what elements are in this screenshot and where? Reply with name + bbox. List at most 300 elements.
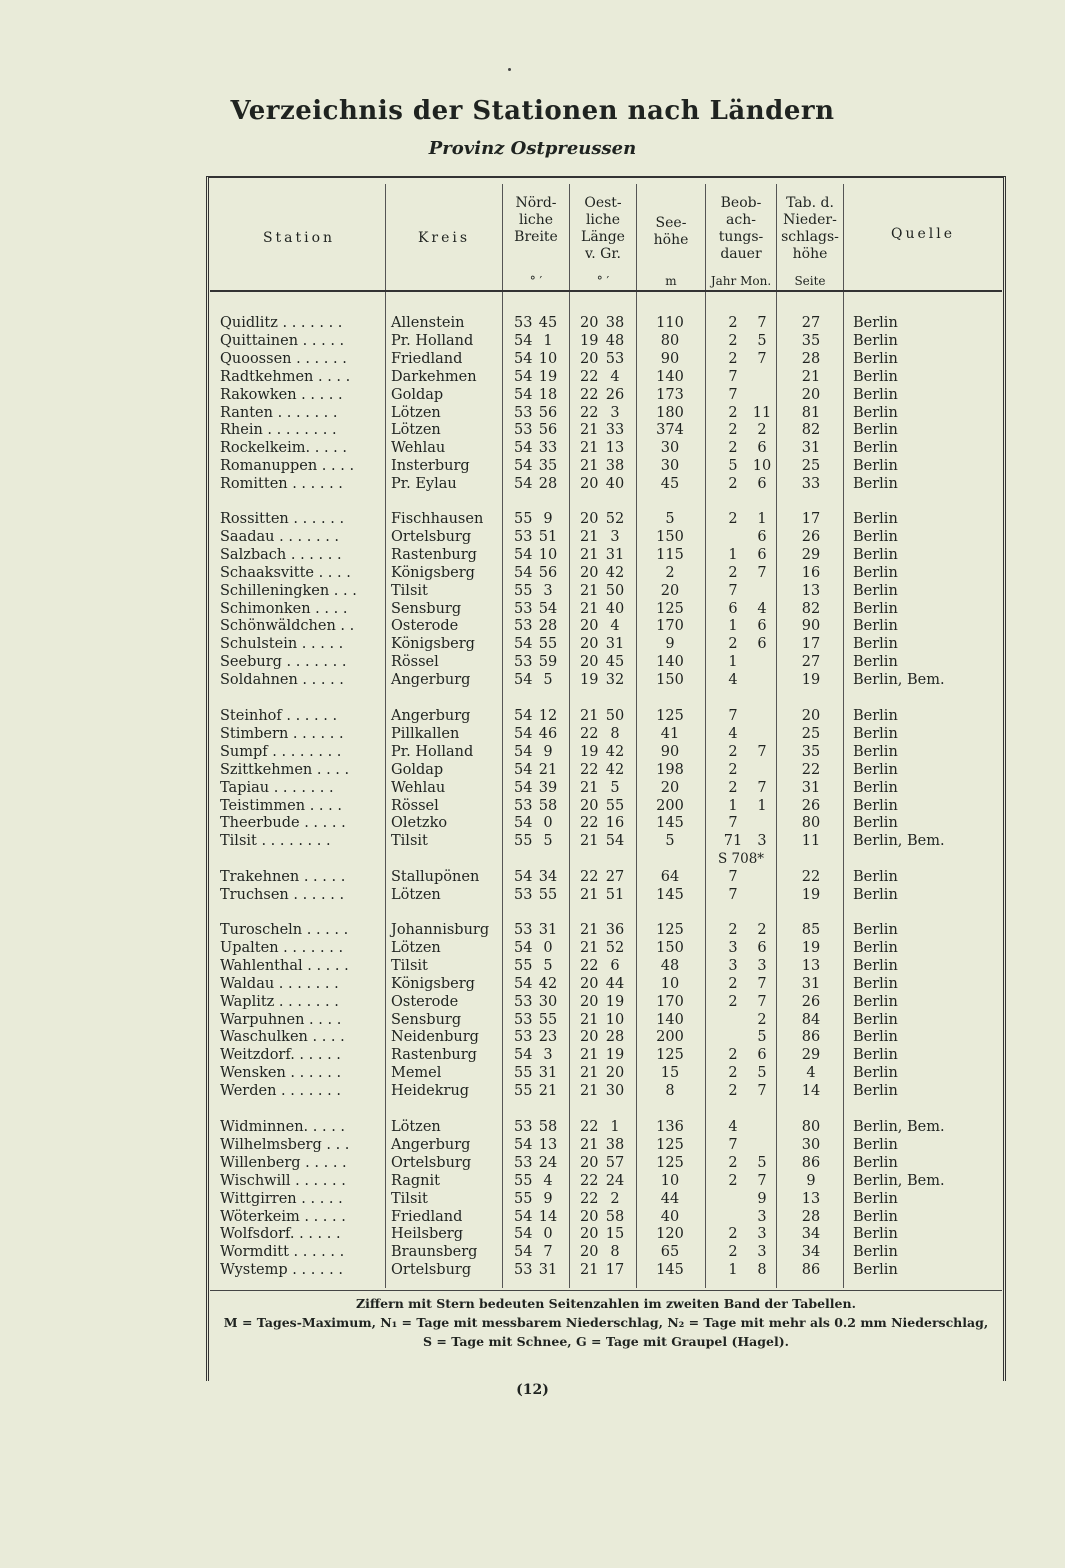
kreis-cell: Tilsit — [391, 833, 428, 850]
tab-cell: 22 — [801, 761, 821, 778]
kreis-cell: Heilsberg — [391, 1226, 464, 1243]
kreis-cell: Rastenburg — [391, 1047, 477, 1064]
quelle-cell: Berlin — [853, 725, 898, 742]
laenge-min-cell: 48 — [605, 332, 625, 349]
dauer-jahr-cell: 2 — [728, 476, 738, 493]
table-row — [0, 814, 1065, 832]
kreis-cell: Pr. Holland — [391, 743, 474, 760]
hoehe-cell: 150 — [656, 672, 684, 689]
laenge-deg-cell: 20 — [580, 1226, 599, 1243]
breite-deg-cell: 54 — [514, 815, 533, 832]
laenge-deg-cell: 21 — [580, 939, 599, 956]
kreis-cell: Wehlau — [391, 440, 446, 457]
table-row — [0, 1172, 1065, 1190]
laenge-min-cell: 40 — [605, 476, 625, 493]
hoehe-cell: 145 — [656, 1262, 684, 1279]
breite-min-cell: 45 — [538, 315, 558, 331]
laenge-min-cell: 8 — [610, 1244, 620, 1261]
quelle-cell: Berlin — [853, 1029, 898, 1046]
station-cell: Tapiau . . . . . . . — [220, 779, 334, 796]
breite-min-cell: 12 — [538, 708, 558, 724]
laenge-min-cell: 20 — [605, 1065, 625, 1082]
kreis-cell: Ortelsburg — [391, 528, 472, 545]
hoehe-cell: 374 — [656, 422, 684, 439]
laenge-min-cell: 4 — [610, 368, 620, 385]
dauer-jahr-cell: 2 — [728, 761, 738, 778]
station-cell: Weitzdorf. . . . . . — [220, 1047, 341, 1064]
station-cell: Wittgirren . . . . . — [220, 1190, 343, 1207]
dauer-jahr-cell: 2 — [728, 440, 738, 457]
dauer-jahr-cell: 3 — [728, 939, 738, 956]
quelle-cell: Berlin — [853, 922, 898, 938]
breite-deg-cell: 53 — [514, 1029, 533, 1046]
kreis-cell: Königsberg — [391, 636, 475, 653]
dauer-mon-cell: 5 — [757, 1029, 767, 1046]
laenge-deg-cell: 20 — [580, 1154, 599, 1171]
quelle-cell: Berlin — [853, 440, 898, 457]
breite-min-cell: 4 — [543, 1172, 553, 1189]
breite-deg-cell: 53 — [514, 1262, 533, 1279]
table-row — [0, 528, 1065, 546]
table-row — [0, 404, 1065, 422]
laenge-deg-cell: 19 — [580, 332, 599, 349]
hoehe-cell: 48 — [660, 957, 680, 974]
dauer-mon-cell: 3 — [757, 1244, 767, 1261]
table-row — [0, 350, 1065, 368]
hoehe-cell: 44 — [660, 1190, 680, 1207]
laenge-deg-cell: 21 — [580, 546, 599, 563]
tilsit-extra-value: S 708* — [718, 851, 765, 867]
dauer-mon-cell: 6 — [757, 636, 767, 653]
dauer-jahr-cell: 2 — [728, 564, 738, 581]
hoehe-cell: 90 — [660, 350, 680, 367]
table-row — [0, 921, 1065, 939]
dauer-jahr-cell: 2 — [728, 636, 738, 653]
quelle-cell: Berlin — [853, 957, 898, 974]
quelle-cell: Berlin, Bem. — [853, 672, 945, 689]
station-cell: Waldau . . . . . . . — [220, 975, 339, 992]
kreis-cell: Rössel — [391, 797, 439, 814]
dauer-jahr-cell: 2 — [728, 422, 738, 439]
hoehe-cell: 125 — [656, 1154, 684, 1171]
dauer-mon-cell: 5 — [757, 1065, 767, 1082]
header-breite: Nörd- liche Breite — [514, 195, 558, 245]
laenge-min-cell: 57 — [605, 1154, 625, 1171]
quelle-cell: Berlin — [853, 761, 898, 778]
laenge-min-cell: 50 — [605, 708, 625, 724]
breite-min-cell: 9 — [543, 1190, 553, 1207]
dauer-mon-cell: 7 — [757, 993, 767, 1010]
breite-min-cell: 30 — [538, 993, 558, 1010]
unit-dauer: Jahr Mon. — [710, 274, 772, 288]
dauer-mon-cell: 2 — [757, 922, 767, 938]
breite-min-cell: 31 — [538, 1262, 558, 1279]
header-laenge: Oest- liche Länge v. Gr. — [581, 195, 625, 262]
station-cell: Romanuppen . . . . — [220, 458, 355, 475]
station-cell: Upalten . . . . . . . — [220, 939, 344, 956]
dauer-jahr-cell: 2 — [728, 779, 738, 796]
hoehe-cell: 145 — [656, 886, 684, 903]
quelle-cell: Berlin — [853, 815, 898, 832]
dauer-mon-cell: 1 — [757, 797, 767, 814]
kreis-cell: Insterburg — [391, 458, 470, 475]
tab-cell: 19 — [801, 886, 821, 903]
breite-deg-cell: 55 — [514, 1065, 533, 1082]
hoehe-cell: 180 — [656, 404, 684, 421]
laenge-deg-cell: 22 — [580, 957, 599, 974]
dauer-jahr-cell: 2 — [728, 993, 738, 1010]
laenge-min-cell: 31 — [605, 546, 625, 563]
dauer-jahr-cell: 2 — [728, 315, 738, 331]
tab-cell: 21 — [801, 368, 821, 385]
dauer-jahr-cell: 2 — [728, 1083, 738, 1100]
hoehe-cell: 136 — [656, 1119, 684, 1135]
table-row — [0, 475, 1065, 493]
table-row — [0, 975, 1065, 993]
tab-cell: 16 — [801, 564, 821, 581]
breite-deg-cell: 53 — [514, 797, 533, 814]
hoehe-cell: 125 — [656, 1136, 684, 1153]
table-row — [0, 653, 1065, 671]
tab-cell: 80 — [801, 1119, 821, 1135]
breite-min-cell: 55 — [538, 636, 558, 653]
breite-min-cell: 3 — [543, 1047, 553, 1064]
dauer-mon-cell: 2 — [757, 422, 767, 439]
tab-cell: 17 — [801, 511, 821, 527]
hoehe-cell: 90 — [660, 743, 680, 760]
quelle-cell: Berlin — [853, 422, 898, 439]
breite-min-cell: 9 — [543, 743, 553, 760]
station-cell: Wolfsdorf. . . . . . — [220, 1226, 341, 1243]
laenge-deg-cell: 21 — [580, 422, 599, 439]
header-tab: Tab. d. Nieder- schlags- höhe — [781, 195, 839, 262]
breite-deg-cell: 54 — [514, 761, 533, 778]
footnote-line: M = Tages-Maximum, N₁ = Tage mit messbarem Niederschlag, N₂ = Tage mit mehr als 0.2 mm Niederschlag, — [223, 1315, 989, 1330]
laenge-deg-cell: 20 — [580, 993, 599, 1010]
quelle-cell: Berlin — [853, 618, 898, 635]
laenge-min-cell: 36 — [605, 922, 625, 938]
breite-min-cell: 28 — [538, 618, 558, 635]
breite-deg-cell: 54 — [514, 1047, 533, 1064]
tab-cell: 28 — [801, 350, 821, 367]
kreis-cell: Heidekrug — [391, 1083, 470, 1100]
breite-deg-cell: 53 — [514, 618, 533, 635]
header-rule — [210, 290, 1002, 292]
laenge-min-cell: 17 — [605, 1262, 625, 1279]
unit-tab: Seite — [794, 274, 826, 288]
kreis-cell: Oletzko — [391, 815, 448, 832]
breite-deg-cell: 55 — [514, 582, 533, 599]
laenge-min-cell: 33 — [605, 422, 625, 439]
dauer-mon-cell: 7 — [757, 1172, 767, 1189]
laenge-deg-cell: 22 — [580, 815, 599, 832]
hoehe-cell: 198 — [656, 761, 684, 778]
breite-deg-cell: 53 — [514, 1154, 533, 1171]
breite-deg-cell: 54 — [514, 458, 533, 475]
dauer-jahr-cell: 7 — [728, 886, 738, 903]
tab-cell: 13 — [801, 1190, 821, 1207]
hoehe-cell: 64 — [660, 869, 680, 885]
station-cell: Steinhof . . . . . . — [220, 708, 338, 724]
quelle-cell: Berlin — [853, 511, 898, 527]
breite-deg-cell: 55 — [514, 1083, 533, 1100]
station-cell: Trakehnen . . . . . — [220, 869, 346, 885]
quelle-cell: Berlin — [853, 797, 898, 814]
quelle-cell: Berlin — [853, 582, 898, 599]
breite-deg-cell: 54 — [514, 332, 533, 349]
dauer-mon-cell: 7 — [757, 350, 767, 367]
breite-deg-cell: 53 — [514, 1011, 533, 1028]
kreis-cell: Rössel — [391, 654, 439, 671]
kreis-cell: Lötzen — [391, 422, 441, 439]
footnote-line: S = Tage mit Schnee, G = Tage mit Graupel (Hagel). — [423, 1334, 789, 1349]
dauer-mon-cell: 2 — [757, 1011, 767, 1028]
tab-cell: 4 — [806, 1065, 816, 1082]
kreis-cell: Memel — [391, 1065, 442, 1082]
kreis-cell: Ragnit — [391, 1172, 440, 1189]
hoehe-cell: 8 — [665, 1083, 675, 1100]
hoehe-cell: 5 — [665, 511, 675, 527]
laenge-min-cell: 28 — [605, 1029, 625, 1046]
tab-cell: 90 — [801, 618, 821, 635]
tab-cell: 19 — [801, 672, 821, 689]
laenge-min-cell: 16 — [605, 815, 625, 832]
tab-cell: 14 — [801, 1083, 821, 1100]
table-row — [0, 1208, 1065, 1226]
table-row — [0, 368, 1065, 386]
laenge-min-cell: 5 — [610, 779, 620, 796]
dauer-jahr-cell: 1 — [728, 618, 738, 635]
dauer-jahr-cell: 3 — [728, 957, 738, 974]
breite-min-cell: 55 — [538, 1011, 558, 1028]
laenge-min-cell: 42 — [605, 743, 625, 760]
quelle-cell: Berlin — [853, 476, 898, 493]
breite-min-cell: 14 — [538, 1208, 558, 1225]
breite-min-cell: 31 — [538, 922, 558, 938]
station-cell: Waplitz . . . . . . . — [220, 993, 339, 1010]
breite-deg-cell: 54 — [514, 743, 533, 760]
laenge-min-cell: 15 — [605, 1226, 625, 1243]
laenge-min-cell: 19 — [605, 1047, 625, 1064]
quelle-cell: Berlin — [853, 458, 898, 475]
breite-deg-cell: 54 — [514, 1136, 533, 1153]
breite-min-cell: 56 — [538, 422, 558, 439]
station-cell: Tilsit . . . . . . . . — [220, 833, 331, 850]
breite-min-cell: 0 — [543, 939, 553, 956]
dauer-jahr-cell: 71 — [723, 833, 743, 850]
laenge-min-cell: 38 — [605, 458, 625, 475]
breite-deg-cell: 54 — [514, 476, 533, 493]
laenge-min-cell: 51 — [605, 886, 625, 903]
table-row — [0, 779, 1065, 797]
breite-min-cell: 58 — [538, 1119, 558, 1135]
speck — [508, 68, 511, 71]
breite-min-cell: 35 — [538, 458, 558, 475]
quelle-cell: Berlin, Bem. — [853, 1172, 945, 1189]
breite-min-cell: 24 — [538, 1154, 558, 1171]
station-cell: Soldahnen . . . . . — [220, 672, 344, 689]
station-cell: Stimbern . . . . . . — [220, 725, 344, 742]
laenge-deg-cell: 22 — [580, 1172, 599, 1189]
dauer-mon-cell: 6 — [757, 476, 767, 493]
laenge-min-cell: 52 — [605, 511, 625, 527]
station-cell: Salzbach . . . . . . — [220, 546, 342, 563]
hoehe-cell: 9 — [665, 636, 675, 653]
quelle-cell: Berlin — [853, 1136, 898, 1153]
breite-min-cell: 54 — [538, 600, 558, 617]
breite-deg-cell: 54 — [514, 350, 533, 367]
laenge-deg-cell: 21 — [580, 922, 599, 938]
laenge-min-cell: 40 — [605, 600, 625, 617]
header-quelle: Quelle — [890, 226, 956, 242]
table-row — [0, 1011, 1065, 1029]
tab-cell: 34 — [801, 1226, 821, 1243]
table-row — [0, 957, 1065, 975]
laenge-min-cell: 3 — [610, 404, 620, 421]
hoehe-cell: 140 — [656, 1011, 684, 1028]
station-cell: Rossitten . . . . . . — [220, 511, 345, 527]
breite-deg-cell: 55 — [514, 833, 533, 850]
hoehe-cell: 80 — [660, 332, 680, 349]
dauer-mon-cell: 8 — [757, 1262, 767, 1279]
laenge-deg-cell: 21 — [580, 440, 599, 457]
kreis-cell: Sensburg — [391, 1011, 462, 1028]
laenge-deg-cell: 20 — [580, 636, 599, 653]
breite-deg-cell: 53 — [514, 922, 533, 938]
laenge-min-cell: 31 — [605, 636, 625, 653]
quelle-cell: Berlin — [853, 386, 898, 403]
tab-cell: 33 — [801, 476, 821, 493]
quelle-cell: Berlin — [853, 1226, 898, 1243]
dauer-jahr-cell: 7 — [728, 386, 738, 403]
tab-cell: 17 — [801, 636, 821, 653]
breite-deg-cell: 53 — [514, 654, 533, 671]
table-row — [0, 868, 1065, 886]
dauer-jahr-cell: 2 — [728, 1047, 738, 1064]
station-cell: Radtkehmen . . . . — [220, 368, 351, 385]
laenge-deg-cell: 20 — [580, 476, 599, 493]
tab-cell: 81 — [801, 404, 821, 421]
kreis-cell: Tilsit — [391, 1190, 428, 1207]
laenge-deg-cell: 21 — [580, 1065, 599, 1082]
table-row — [0, 761, 1065, 779]
breite-deg-cell: 53 — [514, 1119, 533, 1135]
laenge-deg-cell: 20 — [580, 618, 599, 635]
quelle-cell: Berlin — [853, 1262, 898, 1279]
tab-cell: 13 — [801, 582, 821, 599]
breite-min-cell: 56 — [538, 564, 558, 581]
laenge-min-cell: 27 — [605, 869, 625, 885]
laenge-min-cell: 8 — [610, 725, 620, 742]
dauer-mon-cell: 7 — [757, 975, 767, 992]
laenge-deg-cell: 20 — [580, 797, 599, 814]
breite-min-cell: 58 — [538, 797, 558, 814]
kreis-cell: Friedland — [391, 350, 463, 367]
kreis-cell: Lötzen — [391, 939, 441, 956]
tab-cell: 29 — [801, 1047, 821, 1064]
station-cell: Schilleningken . . . — [220, 582, 357, 599]
breite-deg-cell: 54 — [514, 869, 533, 885]
kreis-cell: Johannisburg — [391, 922, 490, 938]
kreis-cell: Pr. Eylau — [391, 476, 457, 493]
breite-deg-cell: 54 — [514, 1244, 533, 1261]
dauer-jahr-cell: 2 — [728, 1172, 738, 1189]
kreis-cell: Wehlau — [391, 779, 446, 796]
hoehe-cell: 30 — [660, 458, 680, 475]
tab-cell: 19 — [801, 939, 821, 956]
kreis-cell: Osterode — [391, 618, 459, 635]
dauer-jahr-cell: 7 — [728, 815, 738, 832]
tab-cell: 31 — [801, 975, 821, 992]
breite-min-cell: 31 — [538, 1065, 558, 1082]
laenge-deg-cell: 22 — [580, 1119, 599, 1135]
breite-min-cell: 55 — [538, 886, 558, 903]
station-cell: Schaaksvitte . . . . — [220, 564, 351, 581]
tilsit-extra-row — [0, 850, 1065, 868]
table-row — [0, 600, 1065, 618]
hoehe-cell: 125 — [656, 1047, 684, 1064]
kreis-cell: Osterode — [391, 993, 459, 1010]
dauer-jahr-cell: 1 — [728, 654, 738, 671]
kreis-cell: Königsberg — [391, 975, 475, 992]
dauer-jahr-cell: 1 — [728, 1262, 738, 1279]
kreis-cell: Rastenburg — [391, 546, 477, 563]
breite-deg-cell: 54 — [514, 1208, 533, 1225]
table-row — [0, 332, 1065, 350]
quelle-cell: Berlin — [853, 975, 898, 992]
dauer-mon-cell: 5 — [757, 1154, 767, 1171]
dauer-mon-cell: 7 — [757, 1083, 767, 1100]
dauer-jahr-cell: 7 — [728, 1136, 738, 1153]
breite-deg-cell: 54 — [514, 725, 533, 742]
table-row — [0, 1154, 1065, 1172]
laenge-deg-cell: 20 — [580, 1208, 599, 1225]
page-number: (12) — [516, 1382, 549, 1398]
breite-deg-cell: 54 — [514, 975, 533, 992]
dauer-jahr-cell: 6 — [728, 600, 738, 617]
table-row — [0, 546, 1065, 564]
breite-min-cell: 21 — [538, 1083, 558, 1100]
laenge-min-cell: 4 — [610, 618, 620, 635]
laenge-min-cell: 19 — [605, 993, 625, 1010]
laenge-deg-cell: 21 — [580, 458, 599, 475]
kreis-cell: Allenstein — [391, 315, 465, 331]
kreis-cell: Königsberg — [391, 564, 475, 581]
breite-deg-cell: 53 — [514, 993, 533, 1010]
laenge-deg-cell: 21 — [580, 708, 599, 724]
kreis-cell: Angerburg — [391, 708, 471, 724]
quelle-cell: Berlin — [853, 1154, 898, 1171]
hoehe-cell: 140 — [656, 654, 684, 671]
tab-cell: 30 — [801, 1136, 821, 1153]
laenge-deg-cell: 21 — [580, 886, 599, 903]
kreis-cell: Goldap — [391, 386, 444, 403]
station-cell: Willenberg . . . . . — [220, 1154, 347, 1171]
dauer-jahr-cell: 1 — [728, 546, 738, 563]
breite-min-cell: 33 — [538, 440, 558, 457]
tab-cell: 82 — [801, 600, 821, 617]
laenge-deg-cell: 22 — [580, 404, 599, 421]
station-cell: Truchsen . . . . . . — [220, 886, 345, 903]
unit-hoehe: m — [665, 274, 677, 288]
tab-cell: 9 — [806, 1172, 816, 1189]
tab-cell: 28 — [801, 1208, 821, 1225]
hoehe-cell: 2 — [665, 564, 675, 581]
hoehe-cell: 200 — [656, 797, 684, 814]
tab-cell: 86 — [801, 1154, 821, 1171]
hoehe-cell: 20 — [660, 582, 680, 599]
quelle-cell: Berlin, Bem. — [853, 833, 945, 850]
